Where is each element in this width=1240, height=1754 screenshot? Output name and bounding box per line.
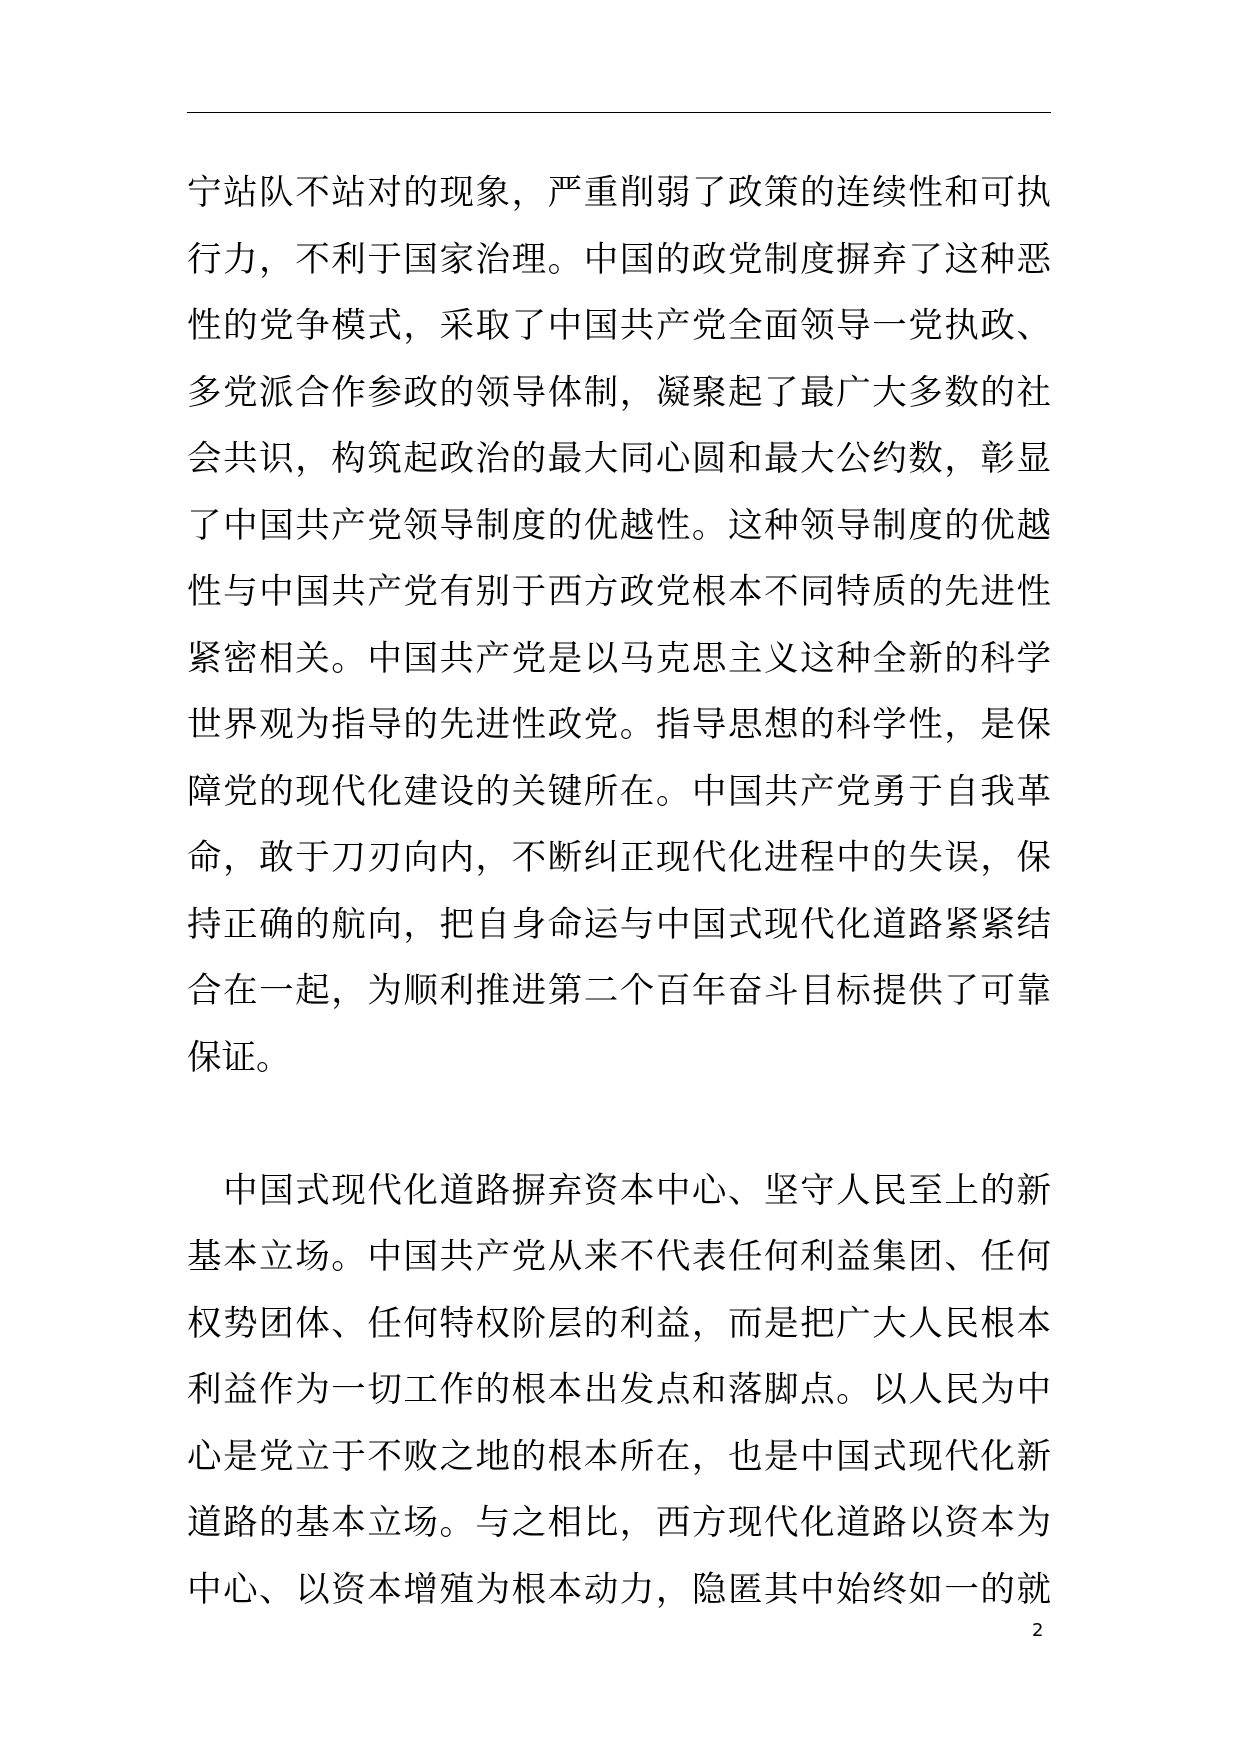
text-line: 会共识，构筑起政治的最大同心圆和最大公约数，彰显 xyxy=(187,439,1051,479)
text-line: 了中国共产党领导制度的优越性。这种领导制度的优越 xyxy=(187,505,1051,546)
page-number: 2 xyxy=(1032,1620,1044,1641)
text-line: 基本立场。中国共产党从来不代表任何利益集团、任何 xyxy=(187,1237,1051,1277)
text-line: 世界观为指导的先进性政党。指导思想的科学性，是保 xyxy=(187,705,1051,745)
paragraph-1 xyxy=(187,160,1051,1091)
text-line: 性与中国共产党有别于西方政党根本不同特质的先进性 xyxy=(187,572,1051,612)
text-line: 宁站队不站对的现象，严重削弱了政策的连续性和可执 xyxy=(187,173,1051,213)
header-rule xyxy=(187,112,1051,113)
text-line: 命，敢于刀刃向内，不断纠正现代化进程中的失误，保 xyxy=(187,838,1051,878)
text-line: 多党派合作参政的领导体制，凝聚起了最广大多数的社 xyxy=(187,372,1051,413)
text-line: 性的党争模式，采取了中国共产党全面领导一党执政、 xyxy=(187,306,1051,346)
text-line: 持正确的航向，把自身命运与中国式现代化道路紧紧结 xyxy=(187,904,1051,945)
text-line: 行力，不利于国家治理。中国的政党制度摒弃了这种恶 xyxy=(187,239,1051,280)
text-line: 权势团体、任何特权阶层的利益，而是把广大人民根本 xyxy=(187,1303,1051,1344)
text-line: 中心、以资本增殖为根本动力，隐匿其中始终如一的就 xyxy=(187,1569,1051,1610)
text-line: 紧密相关。中国共产党是以马克思主义这种全新的科学 xyxy=(187,638,1051,679)
text-line: 利益作为一切工作的根本出发点和落脚点。以人民为中 xyxy=(187,1370,1051,1410)
text-line: 障党的现代化建设的关键所在。中国共产党勇于自我革 xyxy=(187,771,1051,812)
text-line: 保证。 xyxy=(187,1037,291,1078)
text-line: 心是党立于不败之地的根本所在，也是中国式现代化新 xyxy=(187,1436,1051,1477)
text-line: 中国式现代化道路摒弃资本中心、坚守人民至上的新 xyxy=(187,1170,1051,1211)
text-line: 道路的基本立场。与之相比，西方现代化道路以资本为 xyxy=(187,1503,1051,1543)
text-line: 合在一起，为顺利推进第二个百年奋斗目标提供了可靠 xyxy=(187,971,1051,1011)
paragraph-2 xyxy=(187,1158,1051,1624)
document-body xyxy=(187,160,1051,1623)
